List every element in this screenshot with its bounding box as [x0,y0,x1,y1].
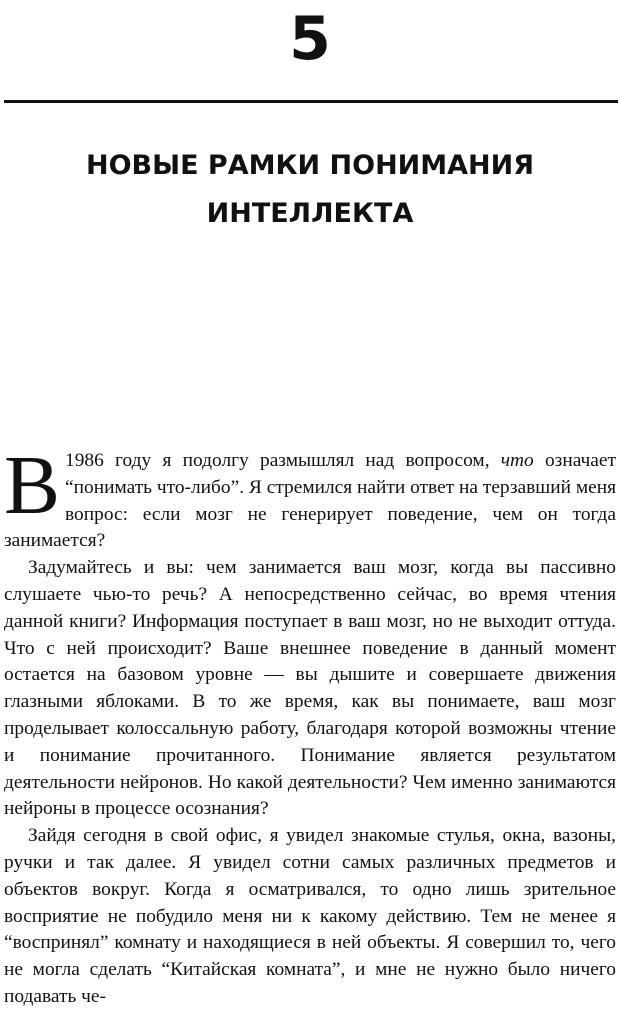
paragraph-1-text-a: 1986 году я подолгу размышлял над вопросом, [65,450,501,471]
chapter-divider [4,100,618,103]
drop-cap: В [4,439,61,532]
paragraph-1-text-b: означает “понимать что-либо”. Я стремился найти ответ на терзавший меня вопрос: если мозг не генерирует поведение, чем он тогда занимается? [4,450,616,552]
paragraph-1-italic: что [500,450,534,471]
chapter-number: 5 [289,4,331,74]
paragraph-2: Задумайтесь и вы: чем занимается ваш мозг, когда вы пассивно слушаете чью-то речь? А непосредственно сейчас, во время чтения данной книги? Информация поступает в ваш мозг, но не выходит оттуда. Что с ней происходит? Ваше внешнее поведение в данный момент остается на базовом уровне — вы дышите и совершаете движения глазными яблоками. В то же время, как вы понимаете, ваш мозг проделывает колоссальную работу, благодаря которой возможны чтение и понимание прочитанного. Понимание является результатом деятельности нейронов. Но какой деятельности? Чем именно занимаются нейроны в процессе осознания? [4,557,616,820]
chapter-title-line-1: НОВЫЕ РАМКИ ПОНИМАНИЯ [85,150,535,181]
chapter-title [0,142,620,238]
chapter-title-line-2: ИНТЕЛЛЕКТА [206,198,414,229]
body-text [4,439,616,1011]
paragraph-1 [4,439,616,555]
paragraph-3: Зайдя сегодня в свой офис, я увидел знакомые стулья, окна, вазоны, ручки и так далее. Я увидел сотни самых различных предметов и объектов вокруг. Когда я осматривался, то одно лишь зрительное восприятие не побудило меня ни к какому действию. Тем не менее я “воспринял” комнату и находящиеся в ней объекты. Я совершил то, чего не могла сделать “Китайская комната”, и мне не нужно было ничего подавать че- [4,825,616,1007]
